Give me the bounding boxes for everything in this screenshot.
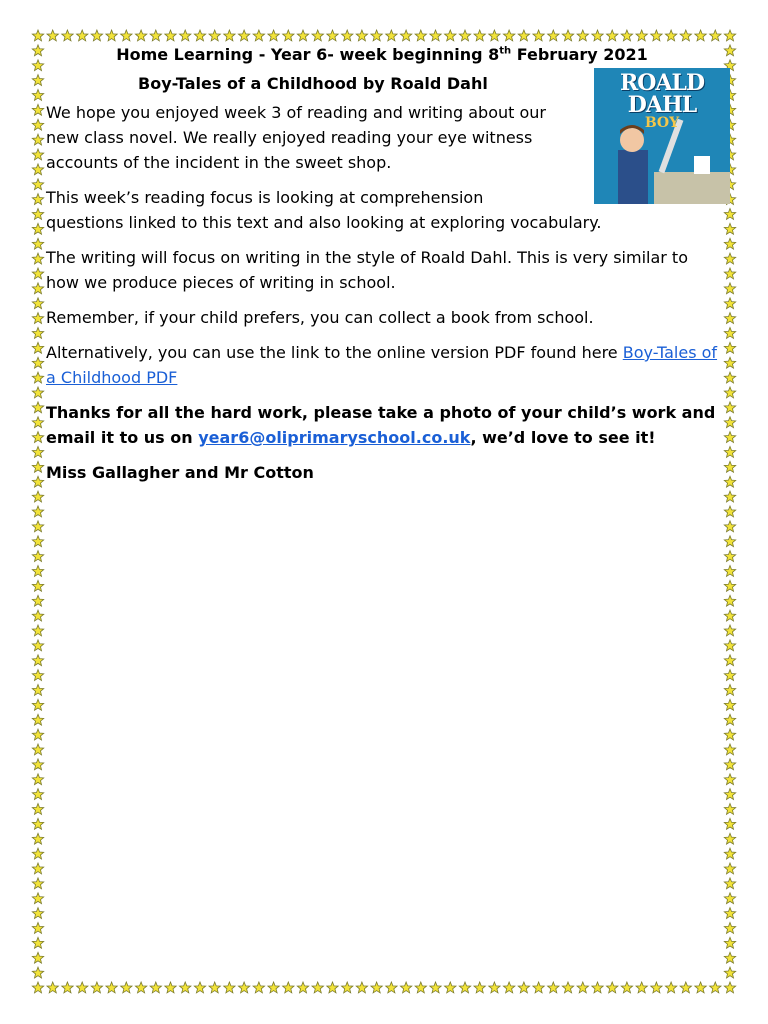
star-icon bbox=[32, 342, 43, 353]
star-icon bbox=[518, 982, 529, 993]
star-icon bbox=[724, 848, 735, 859]
star-icon bbox=[621, 30, 632, 41]
star-icon bbox=[724, 342, 735, 353]
star-icon bbox=[724, 566, 735, 577]
star-icon bbox=[32, 610, 43, 621]
star-icon bbox=[165, 982, 176, 993]
star-icon bbox=[32, 566, 43, 577]
star-icon bbox=[724, 506, 735, 517]
star-icon bbox=[32, 699, 43, 710]
pdf-link[interactable]: Boy-Tales of a Childhood PDF bbox=[46, 343, 718, 387]
star-icon bbox=[724, 625, 735, 636]
star-icon bbox=[47, 30, 58, 41]
star-icon bbox=[724, 521, 735, 532]
star-icon bbox=[135, 982, 146, 993]
star-icon bbox=[724, 982, 735, 993]
star-icon bbox=[459, 982, 470, 993]
star-icon bbox=[724, 491, 735, 502]
star-icon bbox=[32, 134, 43, 145]
book-title: Boy-Tales of a Childhood by Roald Dahl bbox=[138, 74, 488, 93]
star-icon bbox=[32, 595, 43, 606]
star-icon bbox=[724, 744, 735, 755]
star-icon bbox=[106, 30, 117, 41]
collect-book-paragraph: Remember, if your child prefers, you can collect a book from school. bbox=[46, 308, 594, 327]
star-icon bbox=[356, 30, 367, 41]
star-icon bbox=[724, 461, 735, 472]
star-icon bbox=[32, 104, 43, 115]
star-icon bbox=[724, 30, 735, 41]
star-icon bbox=[32, 283, 43, 294]
star-icon bbox=[180, 30, 191, 41]
star-icon bbox=[32, 491, 43, 502]
star-icon bbox=[224, 30, 235, 41]
star-icon bbox=[32, 372, 43, 383]
star-icon bbox=[710, 30, 721, 41]
star-icon bbox=[592, 30, 603, 41]
reading-focus-paragraph: This week’s reading focus is looking at comprehension questions linked to this text and also looking at exploring vocabulary. bbox=[46, 188, 602, 232]
star-icon bbox=[724, 476, 735, 487]
star-icon bbox=[724, 298, 735, 309]
star-icon bbox=[724, 447, 735, 458]
star-icon bbox=[327, 982, 338, 993]
star-icon bbox=[724, 580, 735, 591]
signoff: Miss Gallagher and Mr Cotton bbox=[46, 463, 314, 482]
star-icon bbox=[577, 30, 588, 41]
star-icon bbox=[32, 506, 43, 517]
star-icon bbox=[592, 982, 603, 993]
star-icon bbox=[121, 982, 132, 993]
star-icon bbox=[32, 209, 43, 220]
star-icon bbox=[724, 937, 735, 948]
star-icon bbox=[724, 655, 735, 666]
star-icon bbox=[91, 30, 102, 41]
star-icon bbox=[224, 982, 235, 993]
star-icon bbox=[77, 982, 88, 993]
star-icon bbox=[32, 298, 43, 309]
star-icon bbox=[253, 30, 265, 41]
star-icon bbox=[32, 461, 43, 472]
star-icon bbox=[32, 923, 43, 934]
star-icon bbox=[724, 699, 735, 710]
star-icon bbox=[32, 179, 43, 190]
star-icon bbox=[62, 982, 73, 993]
star-icon bbox=[459, 30, 470, 41]
star-icon bbox=[32, 268, 43, 279]
star-icon bbox=[32, 551, 43, 562]
star-icon bbox=[724, 923, 735, 934]
page-title: Home Learning - Year 6- week beginning 8th February 2021 bbox=[116, 45, 648, 64]
email-link[interactable]: year6@oliprimaryschool.co.uk bbox=[198, 428, 471, 447]
star-icon bbox=[32, 60, 43, 71]
star-icon bbox=[32, 937, 43, 948]
star-icon bbox=[32, 119, 43, 130]
star-icon bbox=[194, 30, 205, 41]
star-icon bbox=[32, 655, 43, 666]
star-icon bbox=[32, 536, 43, 547]
star-icon bbox=[474, 982, 485, 993]
star-icon bbox=[238, 982, 249, 993]
ordinal-suffix: th bbox=[499, 45, 512, 57]
star-icon bbox=[253, 982, 265, 993]
star-icon bbox=[150, 30, 161, 41]
star-icon bbox=[62, 30, 73, 41]
star-icon bbox=[268, 982, 279, 993]
thanks-paragraph: Thanks for all the hard work, please take a photo of your child’s work and email it to us on year6@oliprimaryschool.co.uk, we’d love to see it! bbox=[46, 403, 716, 447]
star-icon bbox=[400, 30, 411, 41]
star-icon bbox=[327, 30, 338, 41]
star-icon bbox=[32, 714, 43, 725]
star-icon bbox=[32, 967, 43, 978]
star-icon bbox=[312, 30, 324, 41]
star-icon bbox=[680, 30, 691, 41]
star-icon bbox=[445, 30, 457, 41]
star-icon bbox=[724, 432, 735, 443]
star-icon bbox=[32, 432, 43, 443]
star-icon bbox=[548, 982, 559, 993]
star-icon bbox=[32, 357, 43, 368]
star-icon bbox=[32, 30, 43, 41]
star-icon bbox=[680, 982, 691, 993]
star-icon bbox=[489, 30, 500, 41]
star-icon bbox=[238, 30, 249, 41]
star-icon bbox=[32, 774, 43, 785]
star-icon bbox=[562, 30, 573, 41]
star-icon bbox=[32, 848, 43, 859]
star-icon bbox=[533, 982, 544, 993]
star-icon bbox=[47, 982, 58, 993]
star-icon bbox=[386, 982, 397, 993]
star-icon bbox=[32, 164, 43, 175]
star-icon bbox=[342, 30, 353, 41]
online-pdf-paragraph: Alternatively, you can use the link to the online version PDF found here Boy-Tales of a Childhood PDF bbox=[46, 343, 718, 387]
star-icon bbox=[430, 30, 441, 41]
star-icon bbox=[32, 640, 43, 651]
star-icon bbox=[430, 982, 441, 993]
star-icon bbox=[724, 670, 735, 681]
star-icon bbox=[106, 982, 117, 993]
star-icon bbox=[312, 982, 324, 993]
star-icon bbox=[209, 30, 220, 41]
star-icon bbox=[518, 30, 529, 41]
star-icon bbox=[32, 90, 43, 101]
star-icon bbox=[32, 194, 43, 205]
star-icon bbox=[32, 625, 43, 636]
star-icon bbox=[724, 268, 735, 279]
star-icon bbox=[724, 45, 735, 56]
star-icon bbox=[32, 670, 43, 681]
star-icon bbox=[724, 908, 735, 919]
star-icon bbox=[32, 580, 43, 591]
star-icon bbox=[268, 30, 279, 41]
star-icon bbox=[724, 417, 735, 428]
star-icon bbox=[665, 30, 676, 41]
star-icon bbox=[32, 744, 43, 755]
star-icon bbox=[32, 328, 43, 339]
star-icon bbox=[724, 967, 735, 978]
star-icon bbox=[503, 30, 515, 41]
star-icon bbox=[32, 804, 43, 815]
star-icon bbox=[724, 209, 735, 220]
star-icon bbox=[724, 685, 735, 696]
star-icon bbox=[342, 982, 353, 993]
star-icon bbox=[562, 982, 573, 993]
star-icon bbox=[32, 833, 43, 844]
star-icon bbox=[32, 387, 43, 398]
star-icon bbox=[724, 253, 735, 264]
star-icon bbox=[724, 387, 735, 398]
star-icon bbox=[32, 417, 43, 428]
intro-paragraph: We hope you enjoyed week 3 of reading and writing about our new class novel. We really enjoyed reading your eye witness accounts of the incident in the sweet shop. bbox=[46, 103, 546, 172]
star-icon bbox=[503, 982, 515, 993]
star-icon bbox=[724, 818, 735, 829]
star-icon bbox=[724, 729, 735, 740]
star-icon bbox=[724, 774, 735, 785]
star-icon bbox=[32, 253, 43, 264]
star-icon bbox=[489, 982, 500, 993]
document-body bbox=[46, 42, 718, 495]
writing-focus-paragraph: The writing will focus on writing in the style of Roald Dahl. This is very similar to how we produce pieces of writing in school. bbox=[46, 248, 688, 292]
star-icon bbox=[32, 149, 43, 160]
cover-author: ROALD DAHL bbox=[619, 70, 705, 118]
star-icon bbox=[695, 982, 707, 993]
star-icon bbox=[32, 75, 43, 86]
star-icon bbox=[32, 685, 43, 696]
star-icon bbox=[32, 863, 43, 874]
star-icon bbox=[724, 328, 735, 339]
star-icon bbox=[724, 863, 735, 874]
star-icon bbox=[636, 30, 647, 41]
star-icon bbox=[32, 818, 43, 829]
star-icon bbox=[283, 30, 294, 41]
star-icon bbox=[695, 30, 707, 41]
star-icon bbox=[415, 30, 426, 41]
star-icon bbox=[724, 223, 735, 234]
star-icon bbox=[636, 982, 647, 993]
star-icon bbox=[32, 313, 43, 324]
star-icon bbox=[724, 357, 735, 368]
star-icon bbox=[356, 982, 367, 993]
star-icon bbox=[32, 982, 43, 993]
star-icon bbox=[32, 952, 43, 963]
star-icon bbox=[724, 402, 735, 413]
star-icon bbox=[724, 372, 735, 383]
star-icon bbox=[577, 982, 588, 993]
star-icon bbox=[283, 982, 294, 993]
star-icon bbox=[724, 804, 735, 815]
star-icon bbox=[32, 759, 43, 770]
star-icon bbox=[194, 982, 205, 993]
star-icon bbox=[724, 640, 735, 651]
star-icon bbox=[32, 878, 43, 889]
star-icon bbox=[32, 893, 43, 904]
star-icon bbox=[371, 982, 382, 993]
star-icon bbox=[474, 30, 485, 41]
star-icon bbox=[724, 878, 735, 889]
star-icon bbox=[607, 982, 618, 993]
star-icon bbox=[724, 833, 735, 844]
star-icon bbox=[724, 283, 735, 294]
star-icon bbox=[386, 30, 397, 41]
star-icon bbox=[32, 908, 43, 919]
star-icon bbox=[297, 982, 308, 993]
star-icon bbox=[651, 30, 662, 41]
star-icon bbox=[32, 789, 43, 800]
star-icon bbox=[121, 30, 132, 41]
star-icon bbox=[445, 982, 457, 993]
star-icon bbox=[135, 30, 146, 41]
star-icon bbox=[32, 521, 43, 532]
star-icon bbox=[91, 982, 102, 993]
star-icon bbox=[32, 729, 43, 740]
star-icon bbox=[710, 982, 721, 993]
star-icon bbox=[724, 313, 735, 324]
cover-book-title: BOY bbox=[644, 115, 680, 131]
star-icon bbox=[32, 402, 43, 413]
star-icon bbox=[665, 982, 676, 993]
star-icon bbox=[724, 536, 735, 547]
star-icon bbox=[415, 982, 426, 993]
star-icon bbox=[607, 30, 618, 41]
star-icon bbox=[724, 952, 735, 963]
book-cover-image bbox=[594, 68, 730, 204]
star-icon bbox=[724, 789, 735, 800]
star-icon bbox=[724, 551, 735, 562]
star-icon bbox=[297, 30, 308, 41]
star-icon bbox=[724, 595, 735, 606]
star-icon bbox=[32, 223, 43, 234]
star-icon bbox=[724, 893, 735, 904]
star-icon bbox=[621, 982, 632, 993]
star-icon bbox=[724, 238, 735, 249]
star-icon bbox=[371, 30, 382, 41]
star-icon bbox=[651, 982, 662, 993]
star-icon bbox=[400, 982, 411, 993]
star-icon bbox=[32, 238, 43, 249]
star-icon bbox=[32, 447, 43, 458]
star-icon bbox=[724, 610, 735, 621]
star-icon bbox=[77, 30, 88, 41]
star-icon bbox=[724, 759, 735, 770]
star-icon bbox=[209, 982, 220, 993]
star-icon bbox=[724, 714, 735, 725]
star-icon bbox=[150, 982, 161, 993]
star-icon bbox=[180, 982, 191, 993]
star-icon bbox=[548, 30, 559, 41]
star-icon bbox=[533, 30, 544, 41]
star-icon bbox=[32, 476, 43, 487]
star-icon bbox=[165, 30, 176, 41]
star-icon bbox=[32, 45, 43, 56]
